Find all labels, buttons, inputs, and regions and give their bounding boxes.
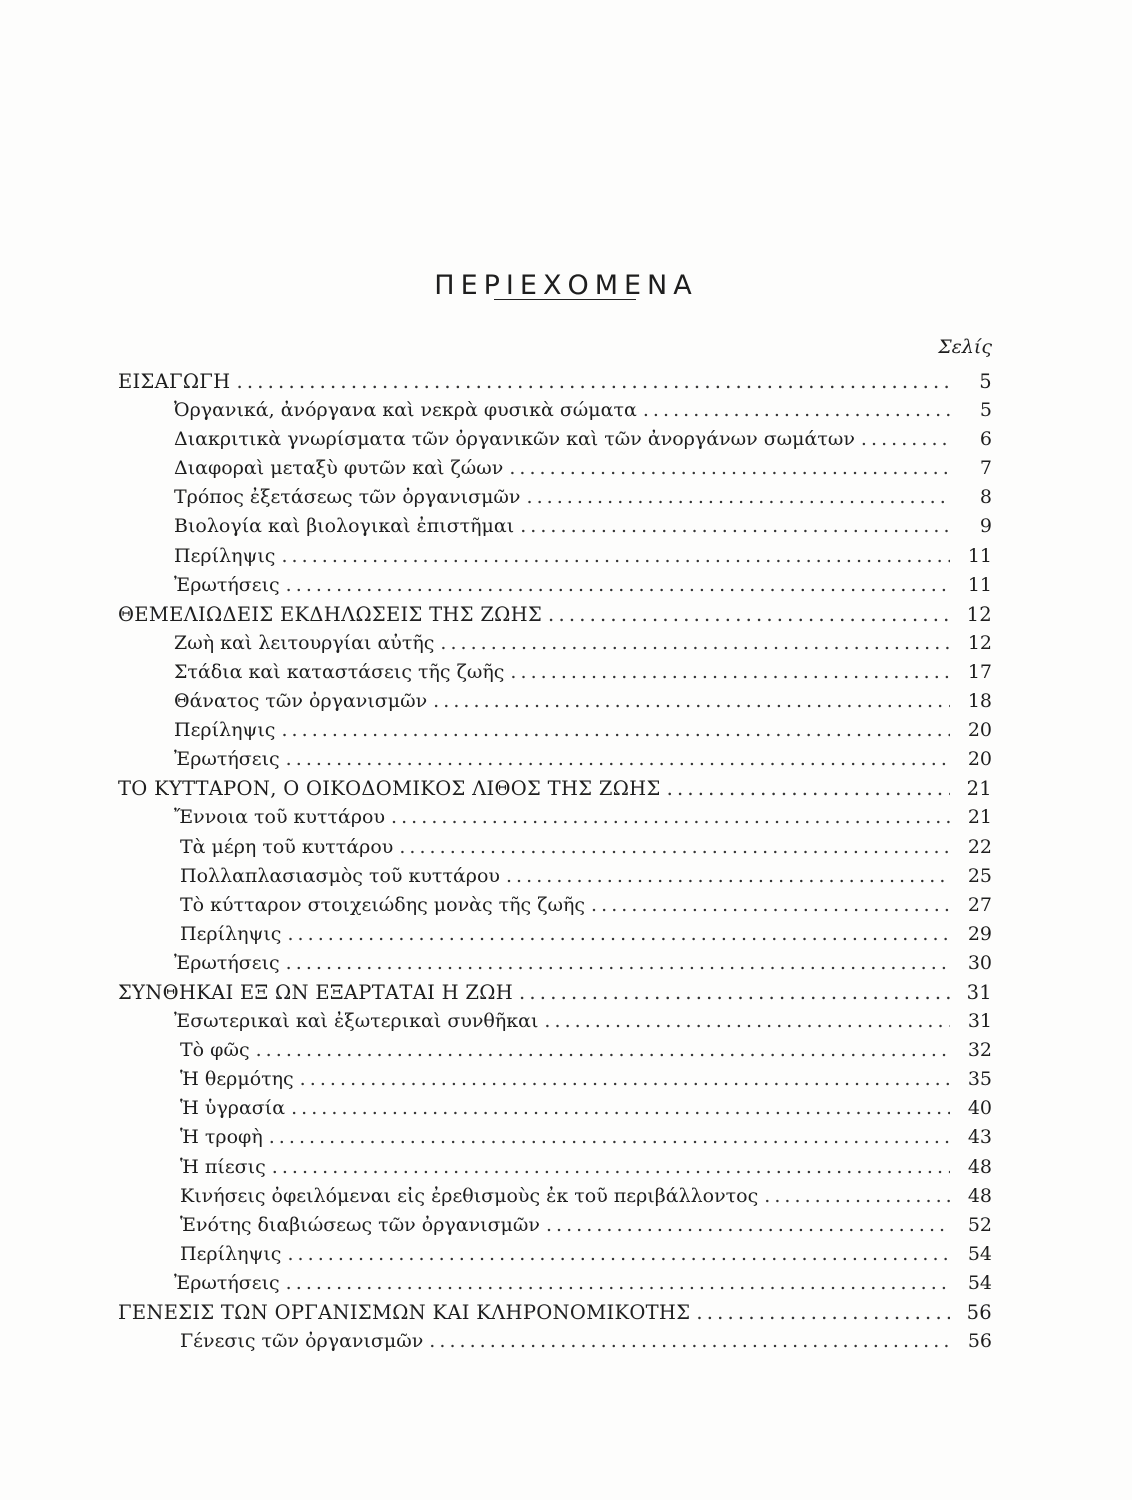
dot-leader bbox=[391, 803, 950, 832]
toc-entry-label: Ἡ τροφὴ bbox=[180, 1126, 263, 1149]
dot-leader bbox=[440, 629, 950, 658]
toc-page-number: 54 bbox=[967, 1242, 992, 1265]
toc-entry-row bbox=[118, 483, 992, 512]
dot-leader bbox=[281, 542, 950, 571]
toc-page-number: 17 bbox=[967, 660, 992, 683]
page-column-header: Σελίς bbox=[938, 336, 992, 358]
toc-page-number: 29 bbox=[967, 922, 992, 945]
toc-page-number: 31 bbox=[967, 1010, 992, 1033]
toc-page-number: 20 bbox=[967, 719, 992, 742]
toc-entry-row bbox=[118, 687, 992, 716]
dot-leader bbox=[286, 949, 950, 978]
toc-entry-row bbox=[118, 920, 992, 949]
toc-page-number: 48 bbox=[967, 1155, 992, 1178]
toc-entry-row bbox=[118, 716, 992, 745]
toc-entry-row bbox=[118, 512, 992, 541]
toc-entry-label: Ἡ θερμότης bbox=[180, 1068, 294, 1091]
toc-entry-row bbox=[118, 833, 992, 862]
toc-entry-label: Κινήσεις ὀφειλόμεναι εἰς ἐρεθισμοὺς ἐκ τοῦ περιβάλλοντος bbox=[180, 1184, 759, 1207]
toc-entry-label: Τρόπος ἐξετάσεως τῶν ὀργανισμῶν bbox=[174, 486, 521, 509]
dot-leader bbox=[286, 571, 950, 600]
toc-entry-row bbox=[118, 862, 992, 891]
toc-page-number: 31 bbox=[966, 980, 992, 1004]
toc-entry-row bbox=[118, 1123, 992, 1152]
dot-leader bbox=[861, 425, 950, 454]
dot-leader bbox=[272, 1153, 950, 1182]
toc-entry-row bbox=[118, 425, 992, 454]
toc-entry-label: Τὸ κύτταρον στοιχειώδης μονὰς τῆς ζωῆς bbox=[180, 893, 586, 916]
toc-section-row bbox=[118, 367, 992, 396]
toc-entry-row bbox=[118, 1153, 992, 1182]
toc-entry-row bbox=[118, 949, 992, 978]
toc-page-number: 32 bbox=[967, 1039, 992, 1062]
page-title: ΠΕΡΙΕΧΟΜΕΝΑ bbox=[434, 270, 698, 302]
toc-entry-row bbox=[118, 1094, 992, 1123]
dot-leader bbox=[591, 891, 950, 920]
title-underline bbox=[494, 299, 636, 300]
dot-leader bbox=[399, 833, 950, 862]
toc-page-number: 7 bbox=[979, 457, 992, 480]
toc-page-number: 25 bbox=[967, 864, 992, 887]
dot-leader bbox=[764, 1182, 950, 1211]
toc-page-number: 54 bbox=[967, 1271, 992, 1294]
dot-leader bbox=[269, 1123, 950, 1152]
toc-entry-label: ΕΙΣΑΓΩΓΗ bbox=[118, 370, 231, 393]
dot-leader bbox=[510, 658, 950, 687]
toc-page-number: 11 bbox=[967, 573, 992, 596]
dot-leader bbox=[526, 483, 950, 512]
dot-leader bbox=[287, 1240, 950, 1269]
toc-page-number: 22 bbox=[967, 835, 992, 858]
dot-leader bbox=[548, 600, 950, 629]
toc-entry-label: Πολλαπλασιασμὸς τοῦ κυττάρου bbox=[180, 864, 500, 887]
toc-entry-row bbox=[118, 658, 992, 687]
dot-leader bbox=[509, 454, 950, 483]
toc-entry-label: Περίληψις bbox=[180, 922, 282, 945]
toc-section-row bbox=[118, 774, 992, 803]
toc-page-number: 20 bbox=[967, 748, 992, 771]
dot-leader bbox=[519, 978, 950, 1007]
toc-entry-row bbox=[118, 1036, 992, 1065]
toc-page-number: 12 bbox=[966, 602, 992, 626]
dot-leader bbox=[286, 745, 950, 774]
dot-leader bbox=[546, 1211, 950, 1240]
toc-entry-row bbox=[118, 1065, 992, 1094]
toc-page-number: 6 bbox=[979, 428, 992, 451]
toc-section-row bbox=[118, 1298, 992, 1327]
toc-entry-row bbox=[118, 542, 992, 571]
dot-leader bbox=[544, 1007, 950, 1036]
dot-leader bbox=[300, 1065, 950, 1094]
toc-entry-label: Περίληψις bbox=[174, 719, 276, 742]
toc-page-number: 35 bbox=[967, 1068, 992, 1091]
toc-page-number: 12 bbox=[967, 631, 992, 654]
dot-leader bbox=[281, 716, 950, 745]
toc-entry-row bbox=[118, 1211, 992, 1240]
dot-leader bbox=[286, 1269, 950, 1298]
toc-entry-row bbox=[118, 1007, 992, 1036]
toc-section-row bbox=[118, 600, 992, 629]
toc-entry-label: Περίληψις bbox=[174, 544, 276, 567]
toc-entry-row bbox=[118, 1269, 992, 1298]
toc-page-number: 18 bbox=[967, 690, 992, 713]
toc-entry-label: Ἡ ὑγρασία bbox=[180, 1097, 286, 1120]
toc-entry-label: Περίληψις bbox=[180, 1242, 282, 1265]
toc-entry-label: Ἡ πίεσις bbox=[180, 1155, 266, 1178]
toc-page-number: 21 bbox=[967, 806, 992, 829]
toc-entry-row bbox=[118, 396, 992, 425]
toc-page-number: 27 bbox=[967, 893, 992, 916]
toc-entry-label: Ἑνότης διαβιώσεως τῶν ὀργανισμῶν bbox=[180, 1213, 540, 1236]
toc-entry-label: Ἐρωτήσεις bbox=[174, 951, 280, 974]
toc-entry-label: Τὸ φῶς bbox=[180, 1039, 250, 1062]
toc-entry-label: Ἐρωτήσεις bbox=[174, 748, 280, 771]
toc-page-number: 21 bbox=[966, 777, 992, 801]
toc-entry-label: Βιολογία καὶ βιολογικαὶ ἐπιστῆμαι bbox=[174, 515, 515, 538]
toc-entry-row bbox=[118, 629, 992, 658]
toc-page-number: 56 bbox=[966, 1301, 992, 1324]
toc-page-number: 8 bbox=[979, 486, 992, 509]
toc-entry-row bbox=[118, 1182, 992, 1211]
dot-leader bbox=[506, 862, 950, 891]
toc-entry-label: ΘΕΜΕΛΙΩΔΕΙΣ ΕΚΔΗΛΩΣΕΙΣ ΤΗΣ ΖΩΗΣ bbox=[118, 602, 543, 626]
dot-leader bbox=[291, 1094, 950, 1123]
toc-page-number: 40 bbox=[967, 1097, 992, 1120]
dot-leader bbox=[287, 920, 950, 949]
toc-entry-row bbox=[118, 803, 992, 832]
toc-entry-label: ΓΕΝΕΣΙΣ ΤΩΝ ΟΡΓΑΝΙΣΜΩΝ ΚΑΙ ΚΛΗΡΟΝΟΜΙΚΟΤΗΣ bbox=[118, 1301, 691, 1324]
toc-entry-label: Ἐρωτήσεις bbox=[174, 573, 280, 596]
table-of-contents bbox=[118, 367, 992, 1356]
toc-entry-label: Τὰ μέρη τοῦ κυττάρου bbox=[180, 835, 394, 858]
toc-page-number: 56 bbox=[967, 1330, 992, 1353]
dot-leader bbox=[433, 687, 950, 716]
dot-leader bbox=[667, 774, 950, 803]
toc-page-number: 30 bbox=[967, 951, 992, 974]
toc-page-number: 52 bbox=[967, 1213, 992, 1236]
toc-entry-row bbox=[118, 891, 992, 920]
toc-entry-label: Ἔννοια τοῦ κυττάρου bbox=[174, 806, 385, 829]
toc-page-number: 43 bbox=[967, 1126, 992, 1149]
dot-leader bbox=[429, 1327, 950, 1356]
toc-page-number: 48 bbox=[967, 1184, 992, 1207]
dot-leader bbox=[520, 512, 950, 541]
dot-leader bbox=[256, 1036, 950, 1065]
toc-entry-label: Θάνατος τῶν ὀργανισμῶν bbox=[174, 690, 428, 713]
toc-entry-row bbox=[118, 454, 992, 483]
dot-leader bbox=[236, 367, 950, 396]
toc-entry-label: Διαφοραὶ μεταξὺ φυτῶν καὶ ζώων bbox=[174, 457, 504, 480]
toc-entry-label: Στάδια καὶ καταστάσεις τῆς ζωῆς bbox=[174, 660, 505, 683]
toc-entry-label: Ἐσωτερικαὶ καὶ ἐξωτερικαὶ συνθῆκαι bbox=[174, 1010, 539, 1033]
toc-page-number: 5 bbox=[979, 370, 992, 393]
toc-page-number: 9 bbox=[979, 515, 992, 538]
toc-entry-row bbox=[118, 745, 992, 774]
toc-entry-label: ΤΟ ΚΥΤΤΑΡΟΝ, Ο ΟΙΚΟΔΟΜΙΚΟΣ ΛΙΘΟΣ ΤΗΣ ΖΩΗΣ bbox=[118, 777, 661, 801]
toc-entry-label: ΣΥΝΘΗΚΑΙ ΕΞ ΩΝ ΕΞΑΡΤΑΤΑΙ Η ΖΩΗ bbox=[118, 980, 514, 1004]
toc-entry-label: Ἐρωτήσεις bbox=[174, 1271, 280, 1294]
toc-entry-label: Διακριτικὰ γνωρίσματα τῶν ὀργανικῶν καὶ τῶν ἀνοργάνων σωμάτων bbox=[174, 428, 855, 451]
toc-entry-label: Ὀργανικά, ἀνόργανα καὶ νεκρὰ φυσικὰ σώματα bbox=[174, 399, 637, 422]
dot-leader bbox=[696, 1298, 950, 1327]
toc-page-number: 11 bbox=[967, 544, 992, 567]
toc-entry-label: Γένεσις τῶν ὀργανισμῶν bbox=[180, 1330, 424, 1353]
toc-entry-label: Ζωὴ καὶ λειτουργίαι αὐτῆς bbox=[174, 631, 435, 654]
toc-section-row bbox=[118, 978, 992, 1007]
toc-entry-row bbox=[118, 1327, 992, 1356]
toc-entry-row bbox=[118, 1240, 992, 1269]
toc-page-number: 5 bbox=[979, 399, 992, 422]
toc-entry-row bbox=[118, 571, 992, 600]
dot-leader bbox=[643, 396, 950, 425]
